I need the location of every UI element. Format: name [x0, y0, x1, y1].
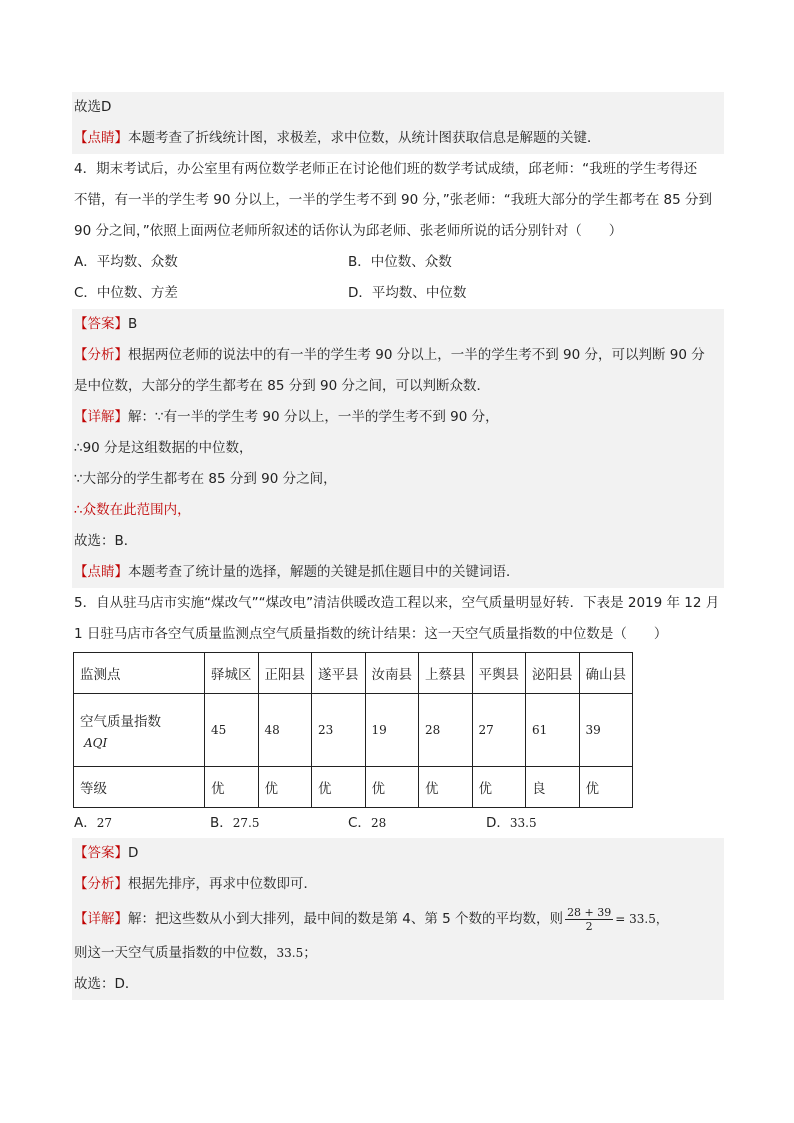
answer-value: D	[128, 845, 139, 861]
aqi-label: 空气质量指数	[80, 714, 161, 730]
q4-option-c: C．中位数、方差	[74, 285, 178, 301]
answer-tag: 【答案】	[74, 845, 128, 861]
q4-answer	[72, 309, 724, 340]
q5-choose: 故选：D．	[74, 976, 139, 992]
q5-detail-1	[72, 900, 724, 938]
analysis-text: 根据先排序，再求中位数即可．	[128, 876, 317, 892]
aqi-value-cell: 39	[579, 694, 633, 767]
q4-detail-4: ∴众数在此范围内，	[74, 502, 191, 518]
analysis-tag: 【分析】	[74, 876, 128, 892]
q4-options-row-1	[72, 247, 724, 278]
grade-cell: 优	[419, 767, 473, 808]
table-header-label: 监测点	[74, 653, 205, 694]
table-header-cell: 遂平县	[312, 653, 366, 694]
aqi-table	[73, 652, 633, 808]
comment-text: 本题考查了统计量的选择，解题的关键是抓住题目中的关键词语．	[128, 564, 520, 580]
q5-line-1: 5．自从驻马店市实施“煤改气”“煤改电”清洁供暖改造工程以来，空气质量明显好转．下表是 2019 年 12 月	[74, 595, 720, 611]
document-page	[72, 92, 724, 1000]
q4-detail-3: ∵大部分的学生都考在 85 分到 90 分之间，	[74, 471, 337, 487]
fraction-denominator: 2	[585, 919, 593, 933]
aqi-value-cell: 23	[312, 694, 366, 767]
q5-option-b	[210, 808, 259, 838]
aqi-value-cell: 61	[526, 694, 580, 767]
comment-text: 本题考查了折线统计图，求极差，求中位数，从统计图获取信息是解题的关键．	[128, 130, 601, 146]
option-letter: C．	[348, 815, 371, 831]
q4-line-3: 90 分之间，”依照上面两位老师所叙述的话你认为邱老师、张老师所说的话分别针对（ ）	[74, 223, 623, 239]
table-header-cell: 确山县	[579, 653, 633, 694]
grade-cell: 优	[579, 767, 633, 808]
aqi-value-cell: 48	[258, 694, 312, 767]
detail-text: 解：把这些数从小到大排列，最中间的数是第 4、第 5 个数的平均数，则	[128, 911, 564, 927]
comment-tag: 【点睛】	[74, 130, 128, 146]
q4-detail-2: ∴90 分是这组数据的中位数，	[74, 440, 253, 456]
table-row-grade	[74, 767, 633, 808]
grade-cell: 优	[312, 767, 366, 808]
table-header-cell: 驿城区	[205, 653, 259, 694]
comment-tag: 【点睛】	[74, 564, 128, 580]
q4-options-row-2	[72, 278, 724, 309]
median-value: 33.5	[276, 946, 304, 960]
q5-analysis	[72, 869, 724, 900]
grade-cell: 优	[365, 767, 419, 808]
q4-line-2: 不错，有一半的学生考 90 分以上，一半的学生考不到 90 分，”张老师：“我班大部分的学生都考在 85 分到	[74, 192, 713, 208]
detail-tag: 【详解】	[74, 911, 128, 927]
table-header-cell: 上蔡县	[419, 653, 473, 694]
q5-options-row	[72, 808, 724, 838]
grade-cell: 优	[205, 767, 259, 808]
prev-solution-block	[72, 92, 724, 154]
prev-comment	[72, 123, 724, 154]
q5-option-c	[348, 808, 386, 838]
q5-answer	[72, 838, 724, 869]
aqi-label-cell	[74, 694, 205, 767]
aqi-abbr: AQI	[84, 736, 108, 750]
prev-choose: 故选D	[74, 99, 112, 115]
q5-option-a	[74, 808, 112, 838]
q4-choose: 故选：B．	[74, 533, 138, 549]
q4-solution-block	[72, 309, 724, 588]
grade-cell: 优	[472, 767, 526, 808]
option-letter: D．	[486, 815, 510, 831]
grade-cell: 良	[526, 767, 580, 808]
table-row-aqi	[74, 694, 633, 767]
answer-tag: 【答案】	[74, 316, 128, 332]
question-4	[72, 154, 724, 309]
aqi-value-cell: 28	[419, 694, 473, 767]
detail-text: 则这一天空气质量指数的中位数，	[74, 945, 277, 961]
table-header-cell: 平舆县	[472, 653, 526, 694]
option-letter: B．	[210, 815, 233, 831]
fraction-numerator: 28 + 39	[567, 905, 612, 919]
q4-line-1: 4．期末考试后，办公室里有两位数学老师正在讨论他们班的数学考试成绩，邱老师：“我班的学生考得还	[74, 161, 698, 177]
q4-analysis-2: 是中位数，大部分的学生都考在 85 分到 90 分之间，可以判断众数．	[74, 378, 491, 394]
aqi-value-cell: 45	[205, 694, 259, 767]
option-letter: A．	[74, 815, 97, 831]
table-header-row	[74, 653, 633, 694]
q4-option-a: A．平均数、众数	[74, 254, 178, 270]
option-value: 33.5	[509, 816, 537, 830]
aqi-value-cell: 19	[365, 694, 419, 767]
detail-result: = 33.5，	[615, 912, 668, 926]
q4-option-d: D．平均数、中位数	[348, 285, 467, 301]
fraction	[565, 906, 613, 933]
grade-label-cell: 等级	[74, 767, 205, 808]
detail-tag: 【详解】	[74, 409, 128, 425]
option-value: 27	[96, 816, 113, 830]
table-header-cell: 正阳县	[258, 653, 312, 694]
q5-solution-block	[72, 838, 724, 1000]
question-5	[72, 588, 724, 838]
q4-comment	[72, 557, 724, 588]
option-value: 27.5	[232, 816, 260, 830]
table-header-cell: 泌阳县	[526, 653, 580, 694]
grade-cell: 优	[258, 767, 312, 808]
table-header-cell: 汝南县	[365, 653, 419, 694]
q5-option-d	[486, 808, 537, 838]
q4-analysis-1	[72, 340, 724, 371]
q4-detail-1	[72, 402, 724, 433]
detail-end: ；	[303, 945, 317, 961]
analysis-tag: 【分析】	[74, 347, 128, 363]
q4-option-b: B．中位数、众数	[348, 254, 452, 270]
answer-value: B	[128, 316, 138, 332]
q5-detail-2	[72, 938, 724, 969]
q5-line-2: 1 日驻马店市各空气质量监测点空气质量指数的统计结果：这一天空气质量指数的中位数是（ ）	[74, 626, 668, 642]
aqi-value-cell: 27	[472, 694, 526, 767]
analysis-text: 根据两位老师的说法中的有一半的学生考 90 分以上，一半的学生考不到 90 分，可以判断 90 分	[128, 347, 705, 363]
option-value: 28	[370, 816, 387, 830]
detail-text: 解：∵有一半的学生考 90 分以上，一半的学生考不到 90 分，	[128, 409, 499, 425]
